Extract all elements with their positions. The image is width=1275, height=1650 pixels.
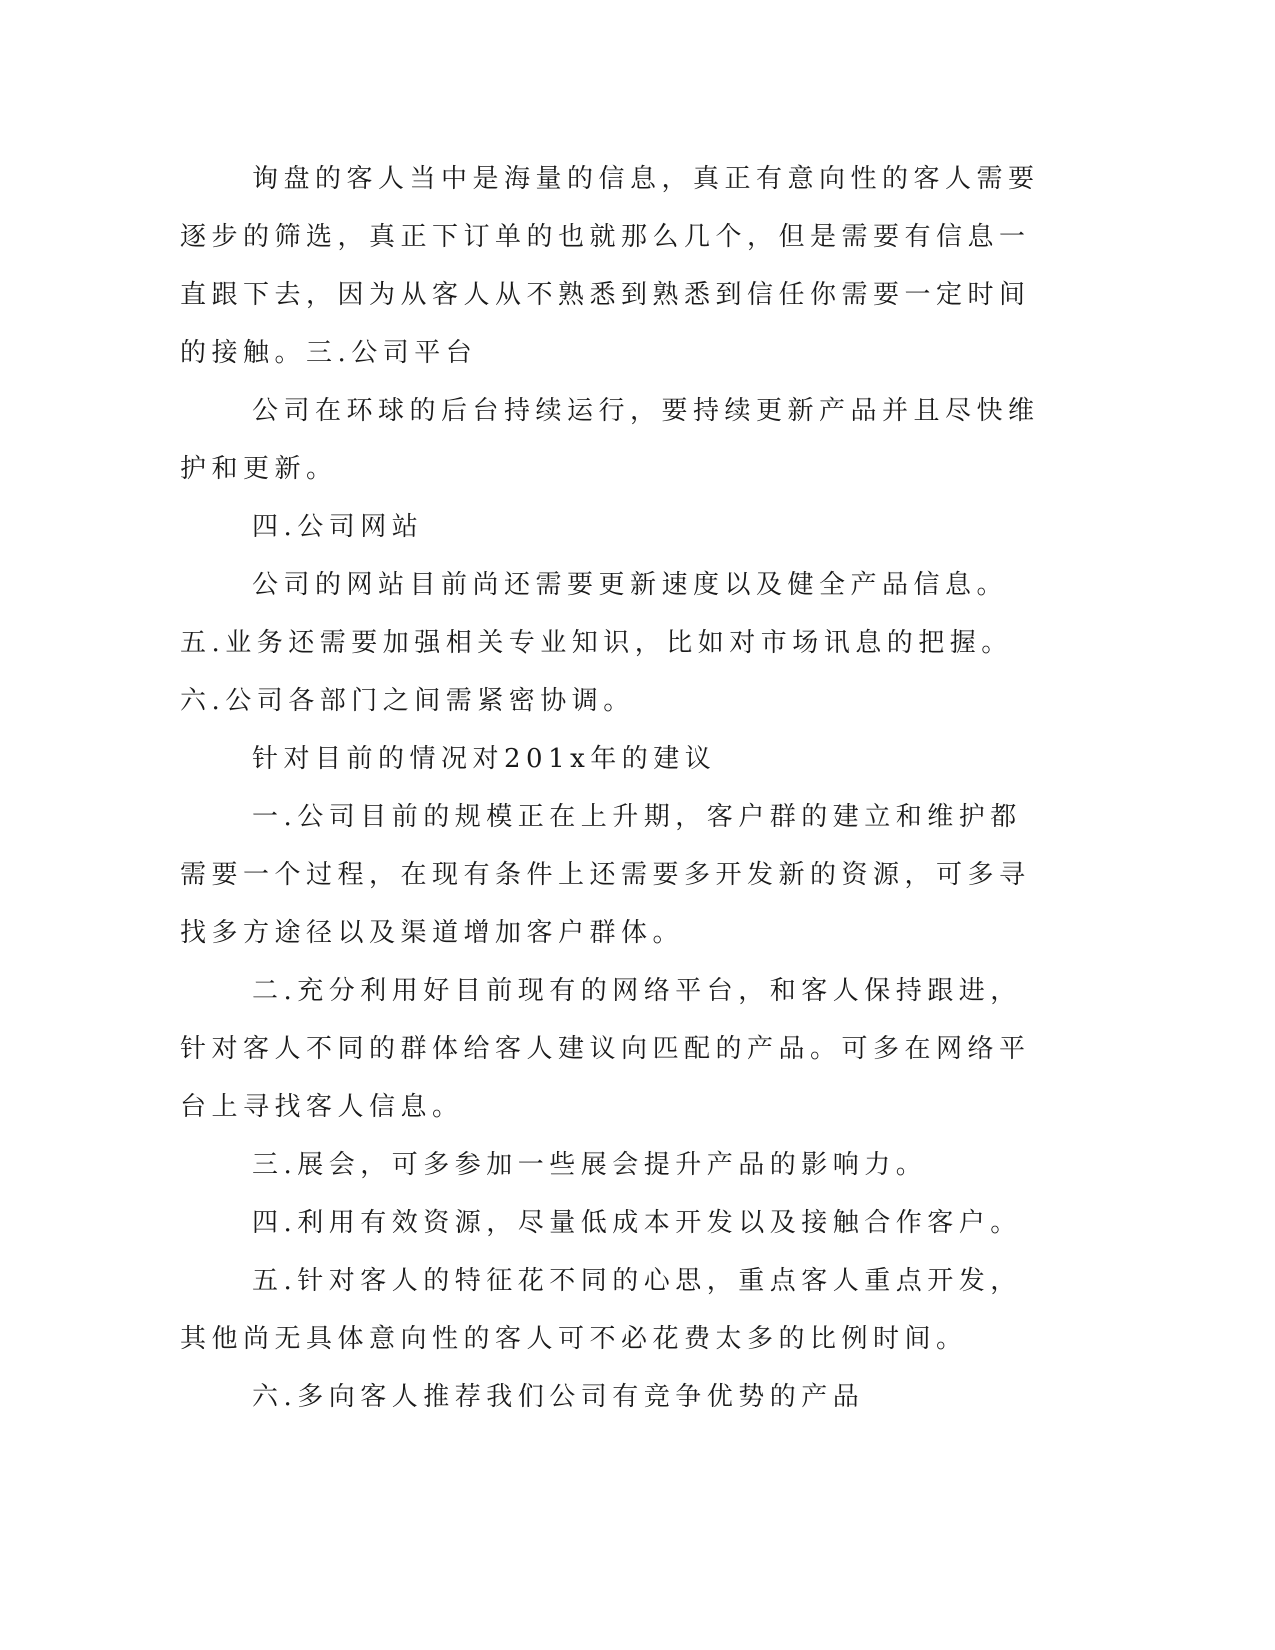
suggestion-item-1: 一.公司目前的规模正在上升期，客户群的建立和维护都需要一个过程，在现有条件上还需要多开发新的资源，可多寻找多方途径以及渠道增加客户群体。 bbox=[180, 802, 1031, 948]
heading-company-website: 四.公司网站 bbox=[252, 512, 424, 542]
paragraph-website-business: 公司的网站目前尚还需要更新速度以及健全产品信息。五.业务还需要加强相关专业知识，比如对市场讯息的把握。六.公司各部门之间需紧密协调。 bbox=[180, 570, 1013, 716]
paragraph-company-platform: 公司在环球的后台持续运行，要持续更新产品并且尽快维护和更新。 bbox=[180, 396, 1040, 484]
suggestion-item-5: 五.针对客人的特征花不同的心思，重点客人重点开发，其他尚无具体意向性的客人可不必花费太多的比例时间。 bbox=[180, 1266, 1022, 1354]
heading-suggestions: 针对目前的情况对201x年的建议 bbox=[252, 744, 717, 774]
suggestion-item-6: 六.多向客人推荐我们公司有竞争优势的产品 bbox=[252, 1382, 865, 1412]
paragraph-inquiry-customers: 询盘的客人当中是海量的信息，真正有意向性的客人需要逐步的筛选，真正下订单的也就那么几个，但是需要有信息一直跟下去，因为从客人从不熟悉到熟悉到信任你需要一定时间的接触。三.公司平台 bbox=[180, 164, 1040, 368]
suggestion-item-3: 三.展会，可多参加一些展会提升产品的影响力。 bbox=[252, 1150, 928, 1180]
suggestion-item-2: 二.充分利用好目前现有的网络平台，和客人保持跟进，针对客人不同的群体给客人建议向匹配的产品。可多在网络平台上寻找客人信息。 bbox=[180, 976, 1031, 1122]
document-body bbox=[180, 150, 1040, 1426]
suggestion-item-4: 四.利用有效资源，尽量低成本开发以及接触合作客户。 bbox=[252, 1208, 1022, 1238]
